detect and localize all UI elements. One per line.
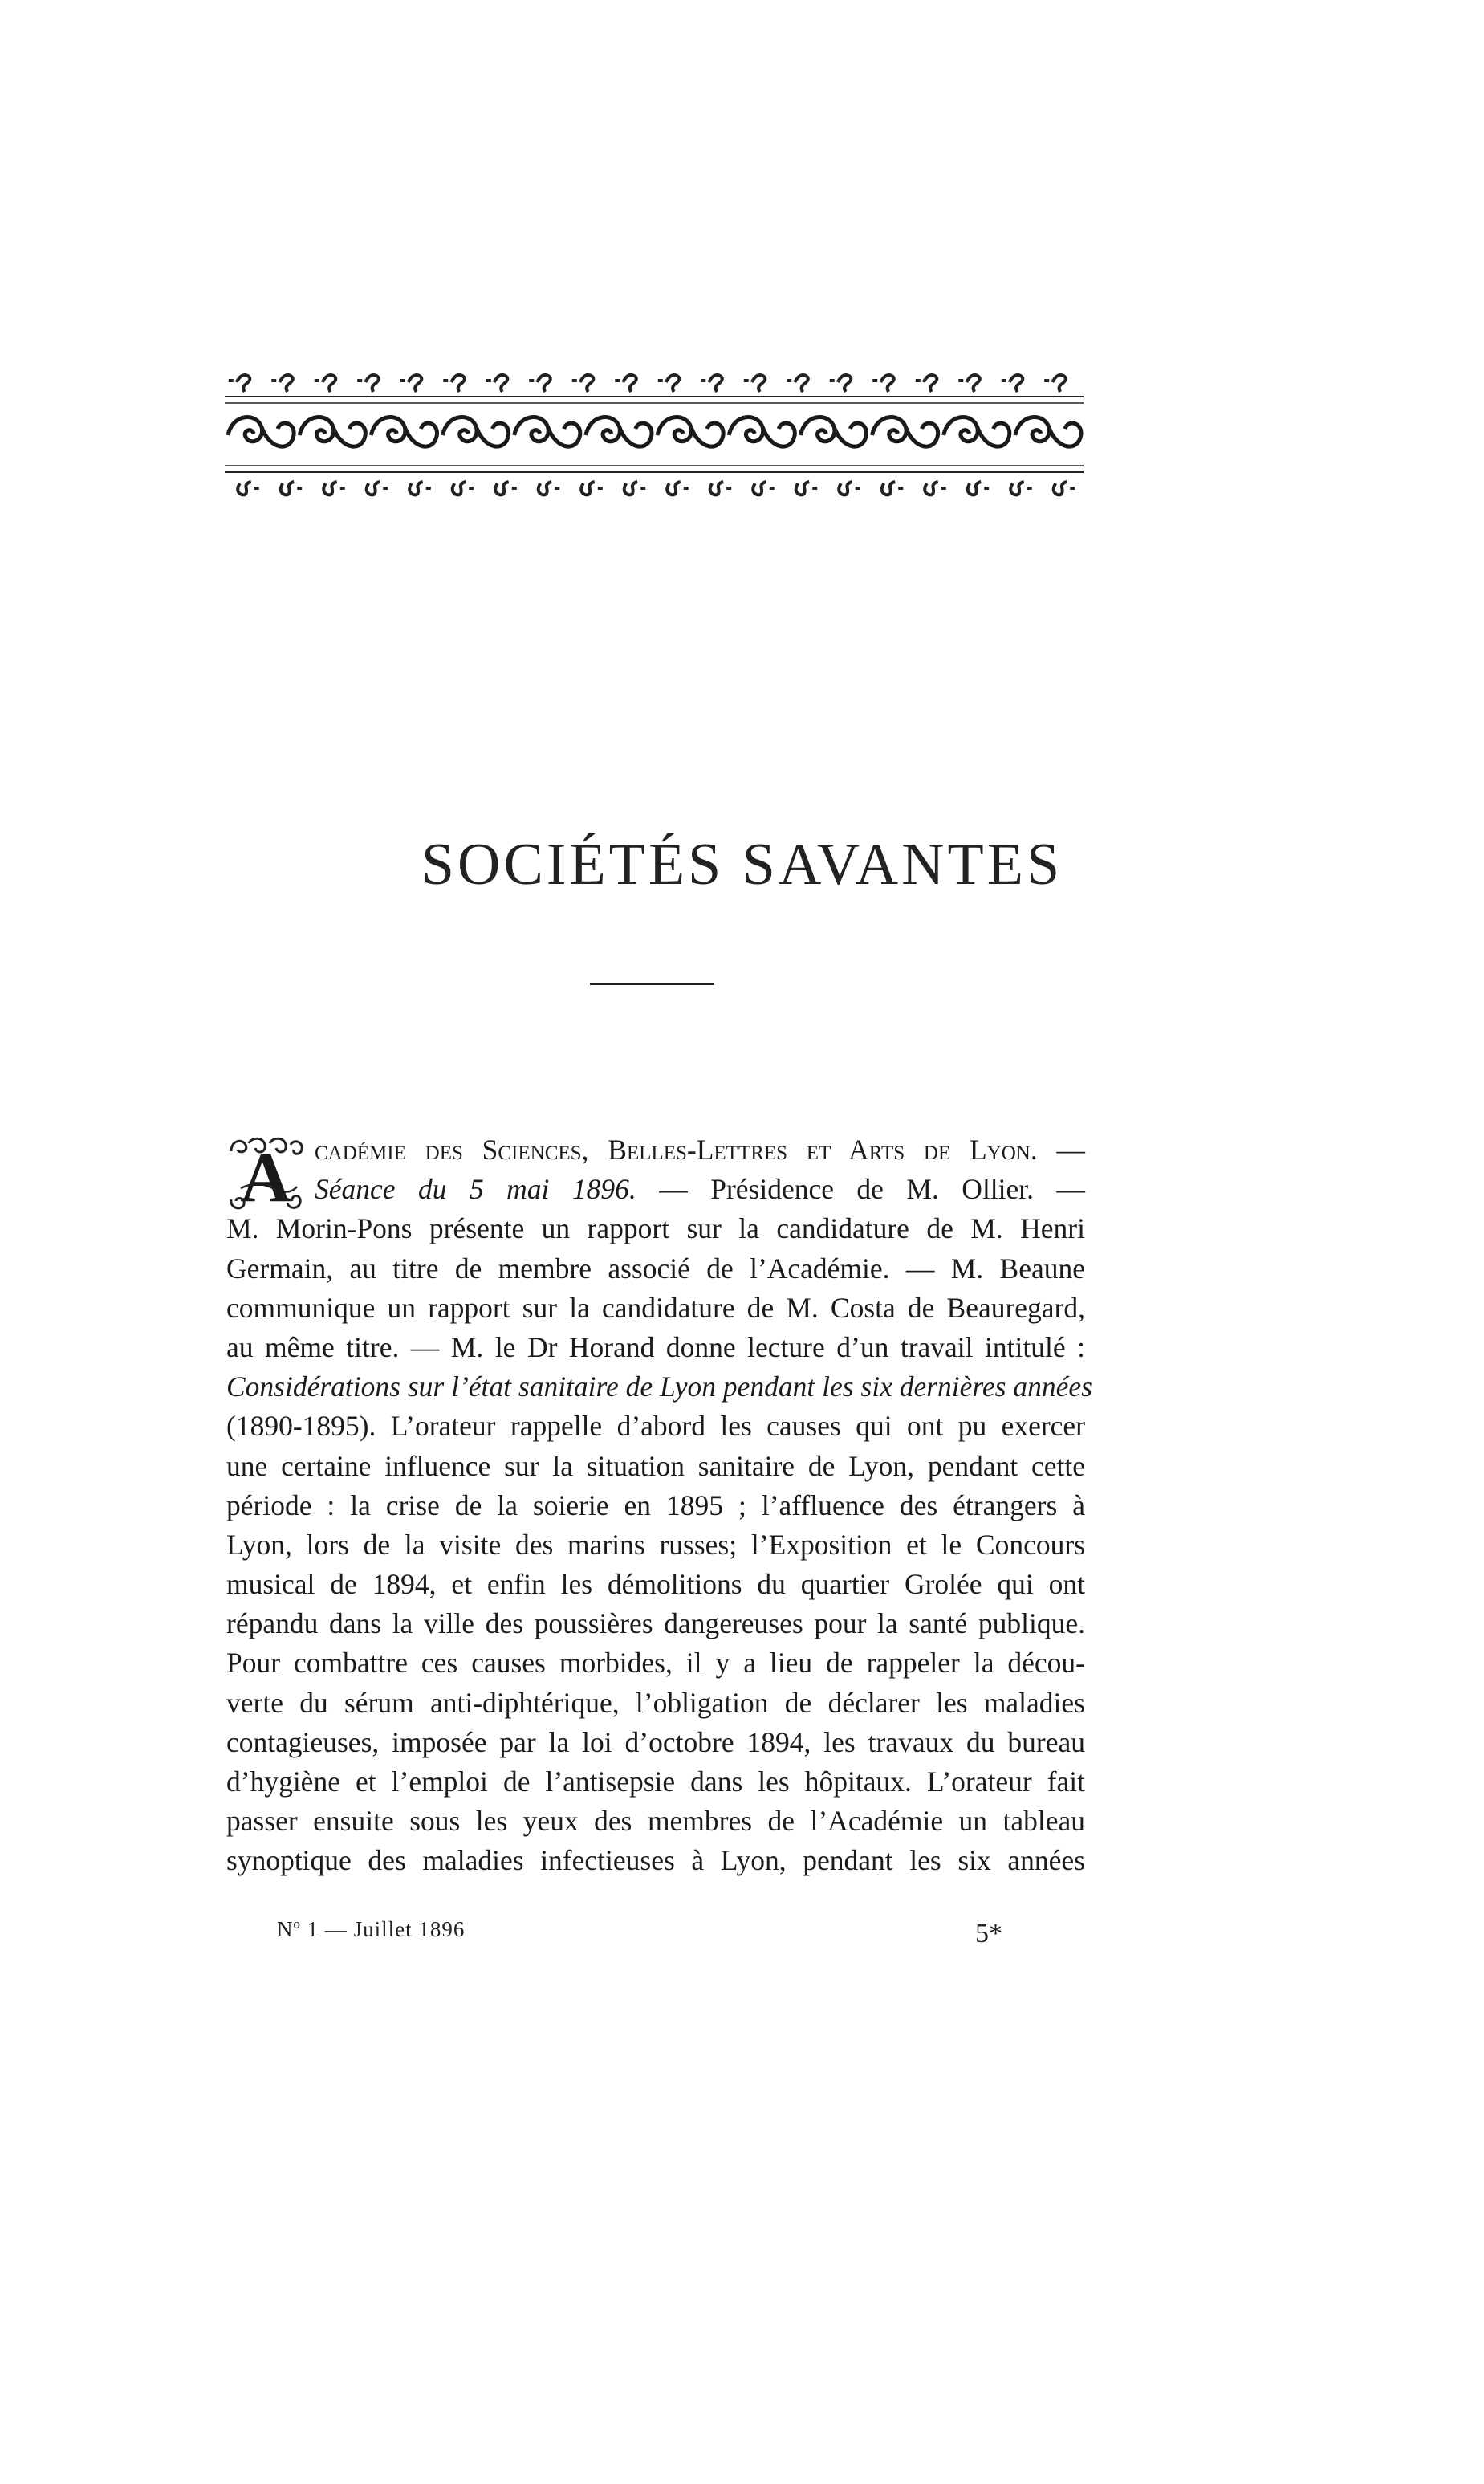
ornament-leaf [315,375,336,392]
ornament-leaf [1044,375,1066,392]
title-rule [590,983,714,985]
text-line: Pour combattre ces causes morbides, il y a lieu de rappeler la décou- [226,1647,1085,1680]
ornament-scroll-band [228,417,1081,447]
text-line: (1890-1895). L’orateur rappelle d’abord les causes qui ont pu exercer [226,1410,1085,1443]
ornament-leaf [281,482,303,495]
ornament-leaf [1010,482,1032,495]
ornament-leaf [529,375,551,392]
ornament-leaf [443,375,465,392]
ornament-leaf [753,482,775,495]
issue-signature: Nº 1 — Juillet 1896 [277,1917,466,1941]
ornament-scroll [299,417,365,447]
ornament-leaf [323,482,345,495]
ornament-leaf [409,482,431,495]
ornament-leaf [830,375,852,392]
text-line: période : la crise de la soierie en 1895 ; l’affluence des étrangers à [226,1488,1085,1521]
ornament-leaf [453,482,474,495]
ornament-scroll [586,417,652,447]
ornament-leaf-row-top [229,375,1066,392]
ornament-leaf [710,482,732,495]
ornament-leaf [400,375,422,392]
ornament-leaf [744,375,766,392]
ornament-scroll [514,417,580,447]
ornament-scroll [443,417,509,447]
ornament-scroll [800,417,866,447]
ornament-leaf [968,482,990,495]
ornament-leaf [796,482,818,495]
ornament-leaf-row-bottom [238,482,1075,495]
ornament-leaf [486,375,508,392]
ornament-scroll [371,417,437,447]
ornament-leaf [572,375,594,392]
text-line: Lyon, lors de la visite des marins russes; l’Exposition et le Concours [226,1528,1085,1561]
text-line: passer ensuite sous les yeux des membres de l’Académie un tableau [226,1805,1085,1838]
text-line-2: Séance du 5 mai 1896. — Présidence de M. Ollier. — [315,1173,1085,1206]
ornament-leaf [658,375,680,392]
ornament-leaf [1002,375,1023,392]
text-line: verte du sérum anti-diphtérique, l’obligation de déclarer les maladies [226,1686,1085,1719]
ornament-leaf [581,482,603,495]
ornament-leaf [872,375,894,392]
dropcap-a-ornament [225,1135,307,1212]
ornament-leaf [357,375,379,392]
ornament-leaf [539,482,560,495]
ornament-leaf [787,375,808,392]
ornament-leaf [615,375,636,392]
ornament-leaf [667,482,689,495]
text-line: répandu dans la ville des poussières dangereuses pour la santé publique. [226,1607,1085,1640]
ornament-leaf [271,375,293,392]
ornament-scroll [1015,417,1081,447]
page-footer [0,1917,1484,1957]
ornament-scroll [228,417,294,447]
text-line-italic: Considérations sur l’état sanitaire de Lyon pendant les six dernières années [226,1370,1092,1403]
text-line: communique un rapport sur la candidature de M. Costa de Beauregard, [226,1291,1085,1324]
article-body [226,1130,1092,1881]
text-line: Germain, au titre de membre associé de l’Académie. — M. Beaune [226,1252,1085,1285]
ornament-leaf [958,375,980,392]
text-line: d’hygiène et l’emploi de l’antisepsie dans les hôpitaux. L’orateur fait [226,1765,1085,1798]
ornament-leaf [229,375,250,392]
text-line: synoptique des maladies infectieuses à Lyon, pendant les six années [226,1844,1085,1877]
text-line: une certaine influence sur la situation sanitaire de Lyon, pendant cette [226,1449,1085,1482]
ornament-scroll [872,417,938,447]
ornament-leaf [701,375,722,392]
ornament-scroll [729,417,795,447]
ornament-leaf [238,482,259,495]
page-title: SOCIÉTÉS SAVANTES [421,832,1063,898]
ornament-scroll [944,417,1010,447]
ornament-leaf [839,482,860,495]
ornament-leaf [882,482,904,495]
ornament-scroll [657,417,723,447]
text-line: M. Morin-Pons présente un rapport sur la candidature de M. Henri [226,1212,1085,1245]
ornament-leaf [367,482,388,495]
ornament-leaf [916,375,937,392]
ornament-leaf [495,482,517,495]
header-ornament [225,363,1084,511]
ornament-leaf [624,482,646,495]
ornament-leaf [925,482,946,495]
text-line: musical de 1894, et enfin les démolitions du quartier Grolée qui ont [226,1568,1085,1601]
page-number: 5* [975,1919,1002,1949]
ornament-leaf [1054,482,1075,495]
text-line-1: cadémie des Sciences, Belles-Lettres et Arts de Lyon. — [315,1134,1085,1166]
text-line: contagieuses, imposée par la loi d’octobre 1894, les travaux du bureau [226,1725,1085,1758]
text-line: au même titre. — M. le Dr Horand donne lecture d’un travail intitulé : [226,1330,1085,1363]
svg-text:A: A [240,1139,291,1212]
